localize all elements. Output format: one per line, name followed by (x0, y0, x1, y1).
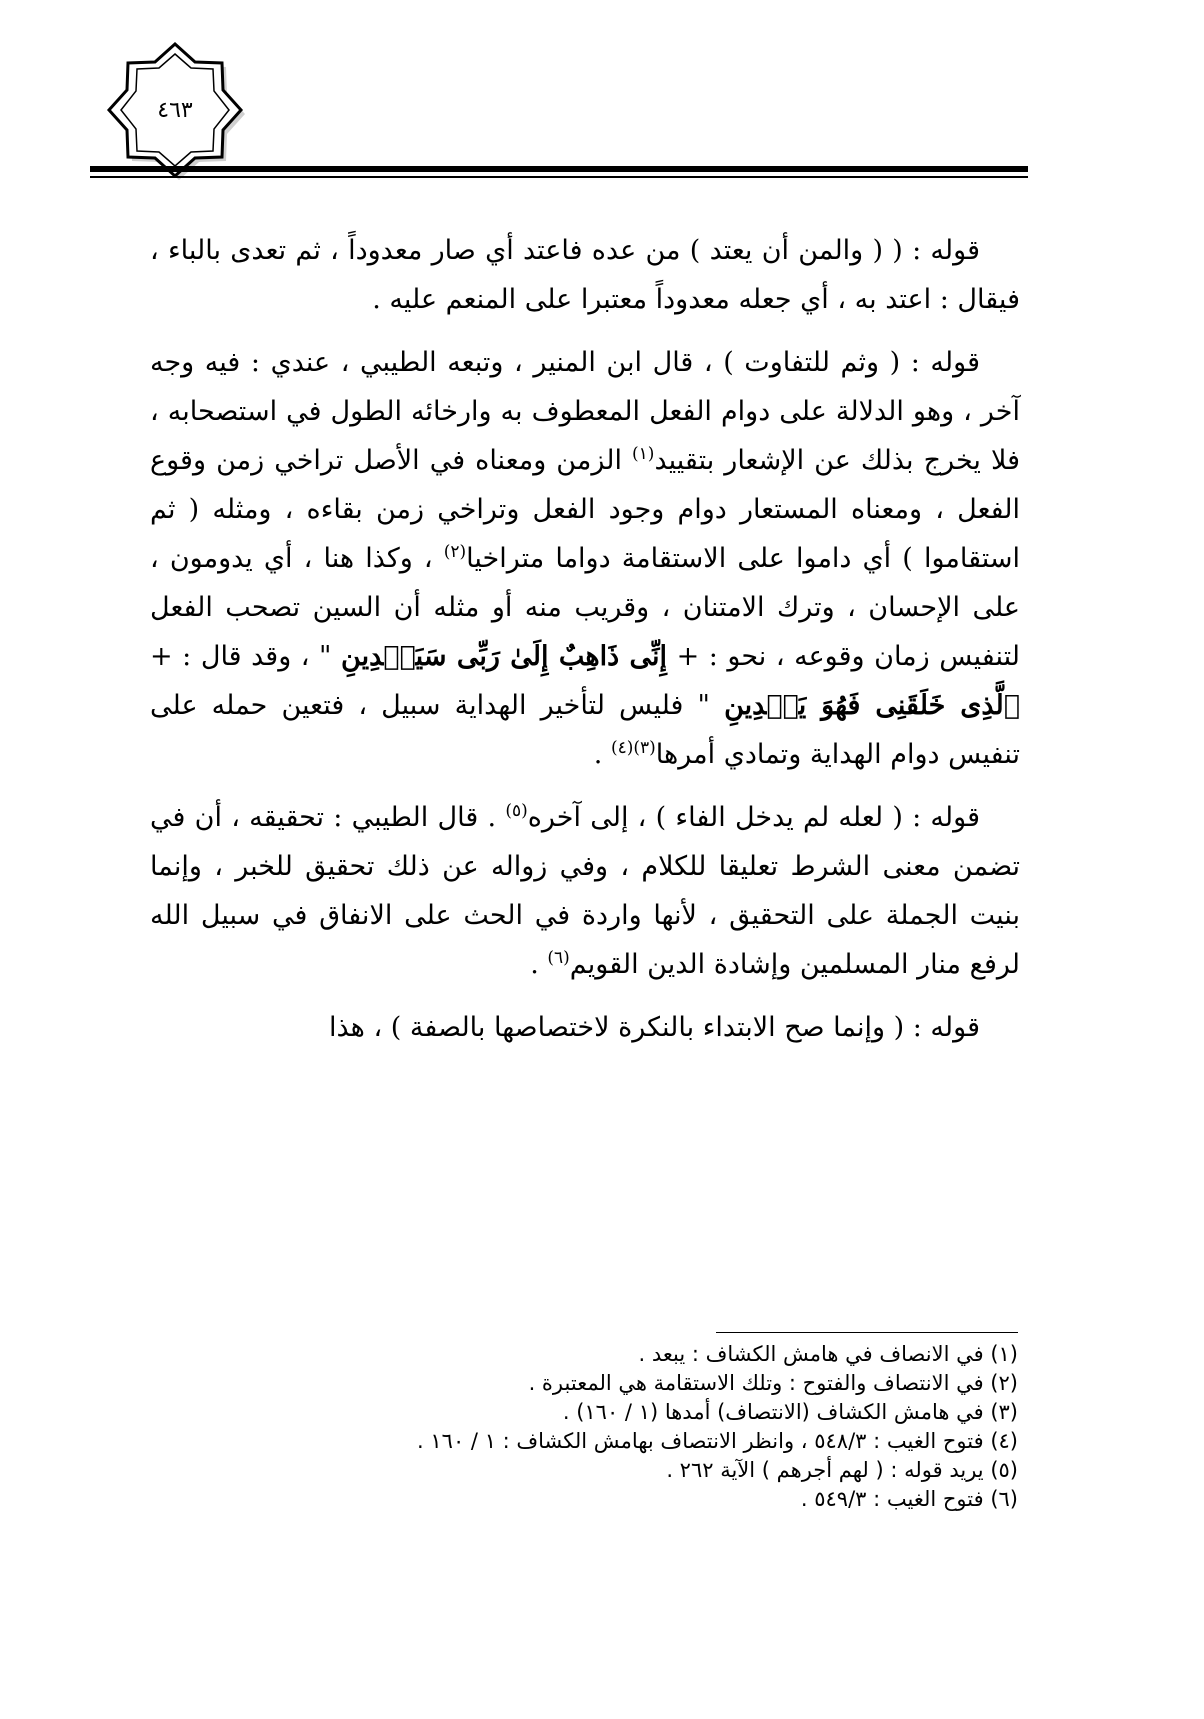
page-number-badge (105, 40, 245, 180)
footnote-ref-5[interactable]: (٥) (505, 801, 528, 821)
text-span: ، وكذا هنا ، أي يدومون ، على الإحسان ، وترك الامتنان ، وقريب منه أو مثله أن السين تصحب الفعل لتنفيس زمان وقوعه ، نحو : + (150, 543, 1020, 672)
quran-verse-1: إِنِّى ذَاهِبٌ إِلَىٰ رَبِّى سَيَهۡدِينِ (341, 641, 668, 672)
footnote-1: (١) في الانصاف في هامش الكشاف : يبعد . (638, 1342, 1018, 1366)
footnote-6: (٦) فتوح الغيب : ٥٤٩/٣ . (800, 1487, 1018, 1511)
text-span: " فليس لتأخير الهداية سبيل ، فتعين حمله على تنفيس دوام الهداية وتمادي أمرها (150, 690, 1020, 770)
header-rule-thick (90, 166, 1028, 172)
paragraph-2 (150, 338, 1020, 779)
text-span: قوله : ( وثم للتفاوت ) ، قال ابن المنير ، وتبعه الطيبي ، عندي : فيه وجه آخر ، وهو الدلالة على دوام الفعل المعطوف به وارخائه الطول في استصحابه ، فلا يخرج بذلك عن الإشعار بتقييد (150, 347, 1020, 476)
text-span: . (593, 739, 611, 770)
footnote-3: (٣) في هامش الكشاف (الانتصاف) أمدها (١ / ١٦٠) . (562, 1400, 1018, 1424)
footnote-ref-1[interactable]: (١) (632, 444, 655, 464)
footnote-ref-2[interactable]: (٢) (443, 542, 467, 562)
footnote-5: (٥) يريد قوله : ( لهم أجرهم ) الآية ٢٦٢ . (666, 1458, 1018, 1482)
footnote-ref-3[interactable]: (٣) (633, 738, 656, 758)
paragraph-4: قوله : ( وإنما صح الابتداء بالنكرة لاختصاصها بالصفة ) ، هذا (329, 1012, 980, 1043)
header-rule-thin (90, 176, 1028, 178)
text-span: قوله : ( لعله لم يدخل الفاء ) ، إلى آخره (527, 802, 980, 833)
text-span: " ، وقد قال : + (150, 641, 342, 672)
footnote-separator (716, 1332, 1018, 1333)
quran-verse-2: ٱلَّذِى خَلَقَنِى فَهُوَ يَهۡدِينِ (724, 690, 1020, 721)
text-span: الزمن ومعناه في الأصل تراخي زمن وقوع الفعل ، ومعناه المستعار دوام وجود الفعل وتراخي زمن بقاءه ، ومثله ( ثم استقاموا ) أي داموا على الاستقامة دواما متراخيا (150, 445, 1021, 574)
footnote-2: (٢) في الانتصاف والفتوح : وتلك الاستقامة هي المعتبرة . (528, 1371, 1018, 1395)
main-text (150, 226, 1020, 1066)
paragraph-1: قوله : ( ( والمن أن يعتد ) من عده فاعتد أي صار معدوداً ، ثم تعدى بالباء ، فيقال : اعتد به ، أي جعله معدوداً معتبرا على المنعم عليه . (150, 235, 1020, 315)
page-number: ٤٦٣ (157, 97, 193, 123)
paragraph-3 (150, 793, 1020, 989)
text-span: . (530, 949, 548, 980)
text-span: . قال الطيبي : تحقيقه ، أن في تضمن معنى الشرط تعليقا للكلام ، وفي زواله عن ذلك تحقيق للخبر ، وإنما بنيت الجملة على التحقيق ، لأنها واردة في الحث على الانفاق في سبيل الله لرفع منار المسلمين وإشادة الدين القويم (150, 802, 1020, 980)
footnote-ref-4[interactable]: (٤) (610, 738, 634, 758)
footnote-ref-6[interactable]: (٦) (547, 948, 570, 968)
footnote-4: (٤) فتوح الغيب : ٥٤٨/٣ ، وانظر الانتصاف بهامش الكشاف : ١ / ١٦٠ . (417, 1429, 1018, 1453)
footnotes (150, 1340, 1018, 1514)
